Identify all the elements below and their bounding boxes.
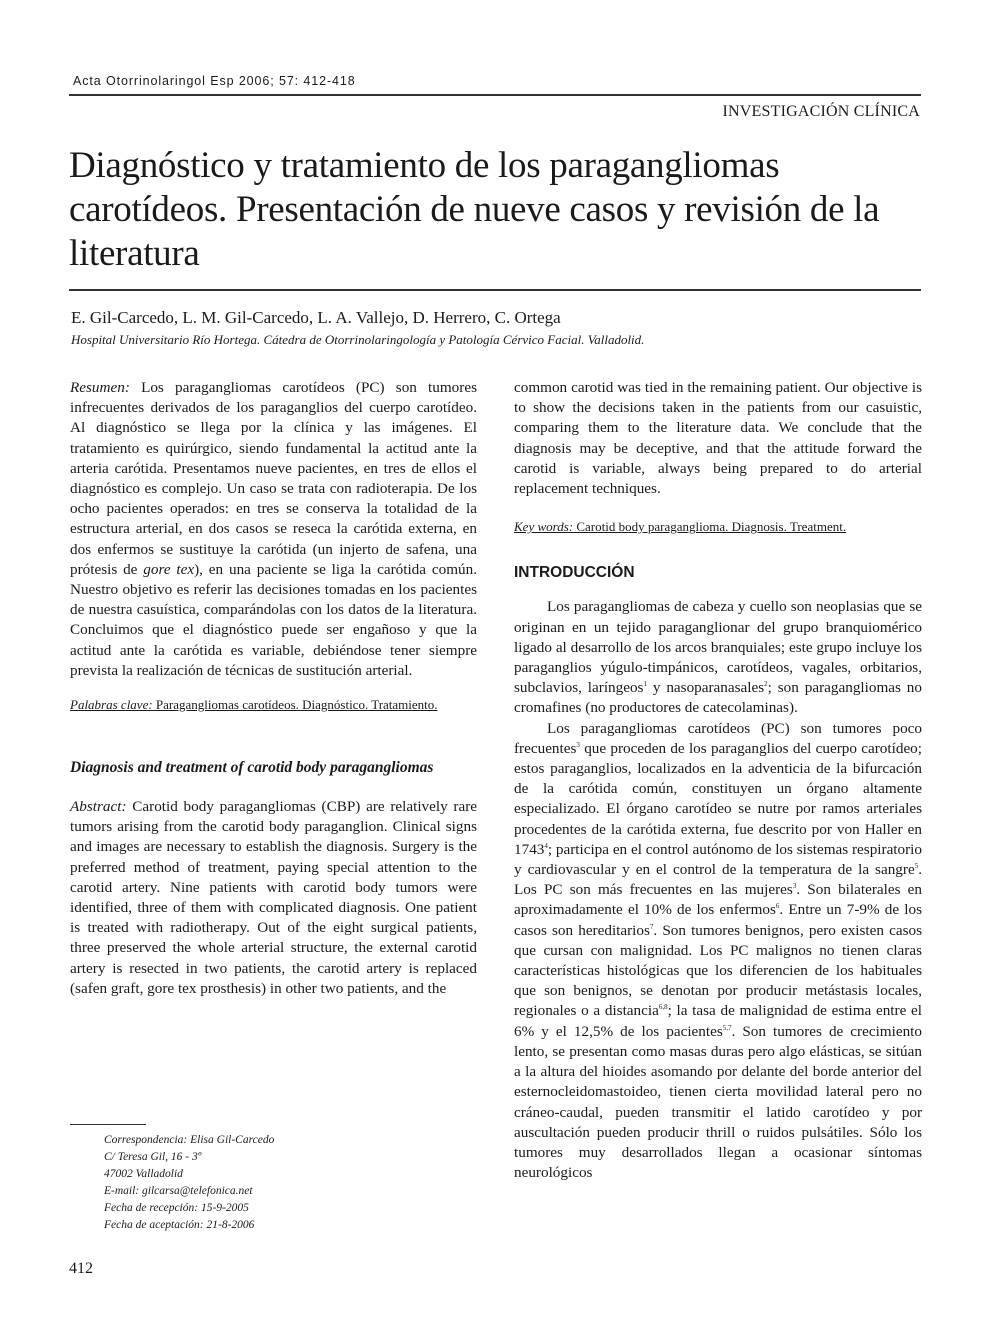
ref-sup: 6,8 [658, 1003, 668, 1012]
resumen-text-b: ), en una paciente se liga la carótida común. Nuestro objetivo es referir las decisiones tomadas en los pacientes de nuestra casuística, comparándolas con los datos de la literatura. Concluimos que el diagnóstico puede ser engañoso y que la actitud ante la carótida es variable, debiéndose tener siempre prevista la realización de técnicas de sustitución arterial. [70, 560, 477, 679]
intro-p1-a: Los paragangliomas de cabeza y cuello son neoplasias que se originan en un tejido paraganglionar del grupo branquiomérico ligado al desarrollo de los arcos branquiales; este grupo incluye los paraganglios yúgulo-timpánicos, carotídeos, vagales, orbitarios, subclavios, laríngeos [514, 598, 922, 697]
resumen-text-em: gore tex [143, 560, 195, 578]
received-date: Fecha de recepción: 15-9-2005 [104, 1202, 249, 1214]
abstract-label: Abstract: [70, 798, 127, 816]
ref-sup: 5 [914, 862, 919, 871]
intro-p2-t9: . Son tumores de crecimiento lento, se presentan como masas duras pero algo elásticas, se sitúan a la altura del hioides asomando por delante del borde anterior del esternocleidomastoideo, tienen cierta movilidad lateral pero no cráneo-caudal, pueden transmitir el latido carotídeo y por auscultación pueden producir thrill o ruidos pulsátiles. Sólo los tumores muy desarrollados llegan a ocasionar síntomas neurológicos [514, 1022, 922, 1182]
left-column [70, 378, 477, 999]
ref-sup: 7 [649, 922, 654, 931]
introduccion-heading: INTRODUCCIÓN [514, 564, 635, 582]
palabras-clave-text: Paragangliomas carotídeos. Diagnóstico. Tratamiento. [152, 697, 438, 713]
intro-paragraph-1 [514, 597, 922, 718]
right-column [514, 378, 922, 1183]
ref-sup: 1 [643, 680, 647, 689]
abstract-text: Carotid body paragangliomas (CBP) are relatively rare tumors arising from the carotid body paraganglion. Clinical signs and images are necessary to establish the diagnosis. Surgery is the preferred method of treatment, paying special attention to the carotid artery. Nine patients with carotid body tumors were identified, three of them with complicated diagnosis. One patient is treated with radiotherapy. Out of the eight surgical patients, three preserved the whole arterial structure, the external carotid artery is resected in two patients, the carotid artery is replaced (safen graft, gore tex prosthesis) in other two patients, and the [70, 798, 478, 997]
page-number: 412 [69, 1260, 93, 1277]
journal-citation: Acta Otorrinolaringol Esp 2006; 57: 412-418 [73, 74, 356, 88]
key-words-text: Carotid body paraganglioma. Diagnosis. Treatment. [573, 519, 847, 535]
intro-p2-t6: . Entre un 7-9% de los casos son hereditarios [514, 901, 922, 939]
intro-p2-t3: ; participa en el control autónomo de los sistemas respiratorio y cardiovascular y en el control de la temperatura de la sangre [514, 840, 922, 879]
ref-sup: 6 [775, 902, 780, 911]
article-title: Diagnóstico y tratamiento de los paragangliomas carotídeos. Presentación de nueve casos y revisión de la literatura [69, 145, 880, 274]
intro-p2-t1: Los paragangliomas carotídeos (PC) son tumores poco frecuentes [514, 719, 922, 757]
key-words [514, 517, 922, 537]
intro-p2-t5: . Son bilaterales en aproximadamente el 10% de los enfermos [514, 881, 922, 919]
title-rule [69, 289, 921, 291]
palabras-clave-label: Palabras clave: [70, 697, 153, 713]
resumen-text-a: Los paragangliomas carotídeos (PC) son tumores infrecuentes derivados de los paraganglios del cuerpo carotídeo. Al diagnóstico se llega por la clínica y las imágenes. El tratamiento es quirúrgico, siendo fundamental la actitud ante la arteria carótida. Presentamos nueve pacientes, en tres de ellos el diagnóstico es complejo. Un caso se trata con radioterapia. De los ocho pacientes operados: en tres se conserva la totalidad de la estructura arterial, en dos casos se reseca la carótida externa, en dos enfermos se sustituye la carótida (un injerto de safena, una prótesis de [70, 379, 477, 578]
correspondence-street: C/ Teresa Gil, 16 - 3º [104, 1151, 202, 1163]
abstract-continuation: common carotid was tied in the remaining patient. Our objective is to show the decisions taken in the patients from our casuistic, comparing them to the literature data. We conclude that the diagnosis may be deceptive, and that the attitude forward the carotid is variable, always being prepared to do arterial replacement techniques. [514, 379, 922, 498]
correspondence-name: Correspondencia: Elisa Gil-Carcedo [104, 1134, 275, 1146]
intro-p2-t8: ; la tasa de malignidad de estima entre el 6% y el 12,5% de los pacientes [514, 1002, 922, 1040]
correspondence-block [104, 1132, 274, 1234]
header-rule [69, 94, 921, 96]
accepted-date: Fecha de aceptación: 21-8-2006 [104, 1219, 255, 1231]
intro-p2-t4: . Los PC son más frecuentes en las mujeres [514, 861, 922, 899]
ref-sup: 2 [764, 680, 768, 689]
correspondence-email: E-mail: gilcarsa@telefonica.net [104, 1185, 253, 1197]
resumen-paragraph [70, 378, 477, 681]
section-label: INVESTIGACIÓN CLÍNICA [722, 103, 920, 120]
key-words-label: Key words: [514, 519, 574, 535]
affiliation: Hospital Universitario Río Hortega. Cátedra de Otorrinolaringología y Patología Cérvico Facial. Valladolid. [71, 332, 645, 347]
intro-p2-t2: que proceden de los paraganglios del cuerpo carotídeo; estos paraganglios, localizados en la adventicia de la bifurcación de la carótida común, constituyen un órgano altamente especializado. El órgano carotídeo se nutre por ramos arteriales procedentes de la carótida externa, fue descrito por von Haller en 1743 [514, 739, 922, 858]
intro-p2-t7: . Son tumores benignos, pero existen casos que cursan con malignidad. Los PC malignos no tienen claras características histológicas que los diferencien de los habituales que son benignos, se denotan por producir metástasis locales, regionales o a distancia [514, 921, 922, 1020]
resumen-label: Resumen: [70, 379, 130, 396]
intro-p1-c: ; son paragangliomas no cromafines (no productores de catecolaminas). [514, 679, 922, 717]
correspondence-city: 47002 Valladolid [104, 1168, 183, 1180]
ref-sup: 3 [792, 882, 797, 891]
ref-sup: 3 [576, 740, 580, 749]
authors: E. Gil-Carcedo, L. M. Gil-Carcedo, L. A. Vallejo, D. Herrero, C. Ortega [71, 308, 561, 327]
ref-sup: 5,7 [722, 1023, 732, 1032]
palabras-clave [70, 695, 477, 715]
abstract-paragraph [70, 797, 477, 999]
intro-p1-b: y nasoparanasales [646, 679, 765, 697]
ref-sup: 4 [544, 841, 548, 850]
footnote-rule [70, 1124, 146, 1125]
intro-paragraph-2 [514, 719, 922, 1184]
english-title: Diagnosis and treatment of carotid body paragangliomas [70, 759, 434, 777]
